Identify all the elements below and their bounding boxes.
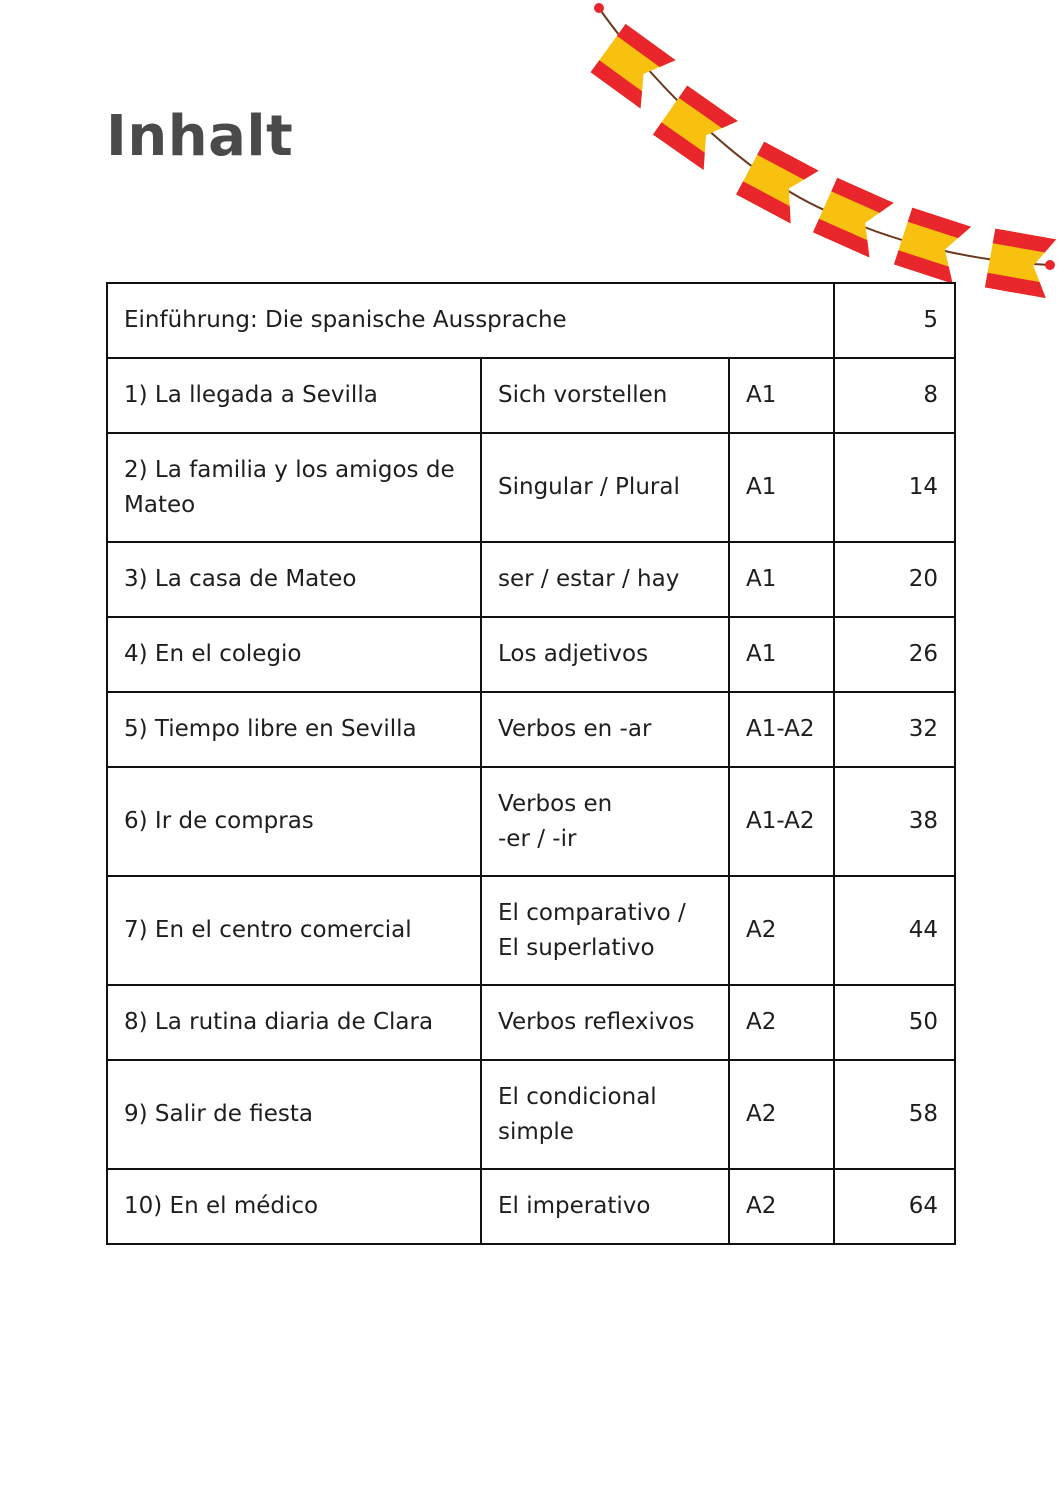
pennant-flag	[894, 207, 972, 283]
page-number: 64	[834, 1169, 955, 1244]
table-row	[107, 617, 955, 692]
pennant-flag	[590, 24, 675, 109]
level-badge: A1	[729, 542, 834, 617]
intro-label: Einführung: Die spanische Aussprache	[107, 283, 834, 358]
grammar-topic: Verbos en -ar	[481, 692, 729, 767]
table-row	[107, 1060, 955, 1169]
level-badge: A1	[729, 433, 834, 542]
grammar-topic-line: El superlativo	[498, 934, 655, 961]
chapter-title: 9) Salir de fiesta	[107, 1060, 481, 1169]
page-number: 44	[834, 876, 955, 985]
level-badge: A1	[729, 617, 834, 692]
table-row	[107, 692, 955, 767]
grammar-topic: Sich vorstellen	[481, 358, 729, 433]
grammar-topic-line: El comparativo /	[498, 899, 686, 926]
grammar-topic: Los adjetivos	[481, 617, 729, 692]
level-badge: A2	[729, 876, 834, 985]
chapter-title-line: 2) La familia y los amigos de	[124, 456, 455, 483]
grammar-topic-line: simple	[498, 1118, 574, 1145]
grammar-topic	[481, 767, 729, 876]
level-badge: A2	[729, 1060, 834, 1169]
chapter-title: 3) La casa de Mateo	[107, 542, 481, 617]
page-number: 26	[834, 617, 955, 692]
table-row	[107, 985, 955, 1060]
grammar-topic: El imperativo	[481, 1169, 729, 1244]
table-row	[107, 1169, 955, 1244]
grammar-topic: Verbos reflexivos	[481, 985, 729, 1060]
bunting-knot-left	[594, 3, 604, 13]
table-of-contents	[106, 282, 956, 1245]
page-title: Inhalt	[106, 104, 294, 169]
level-badge: A1-A2	[729, 692, 834, 767]
level-badge: A1	[729, 358, 834, 433]
page-number: 32	[834, 692, 955, 767]
chapter-title: 1) La llegada a Sevilla	[107, 358, 481, 433]
grammar-topic-line: Verbos en	[498, 790, 613, 817]
chapter-title	[107, 433, 481, 542]
pennant-flag	[653, 85, 738, 170]
grammar-topic: Singular / Plural	[481, 433, 729, 542]
chapter-title: 5) Tiempo libre en Sevilla	[107, 692, 481, 767]
pennant-flag	[736, 142, 819, 224]
page-number: 50	[834, 985, 955, 1060]
grammar-topic: ser / estar / hay	[481, 542, 729, 617]
chapter-title: 10) En el médico	[107, 1169, 481, 1244]
table-row	[107, 767, 955, 876]
page-number: 58	[834, 1060, 955, 1169]
bunting-knot-right	[1045, 260, 1055, 270]
chapter-title: 7) En el centro comercial	[107, 876, 481, 985]
grammar-topic-line: -er / -ir	[498, 825, 577, 852]
page-number: 20	[834, 542, 955, 617]
level-badge: A2	[729, 985, 834, 1060]
grammar-topic	[481, 876, 729, 985]
table-row	[107, 433, 955, 542]
chapter-title: 6) Ir de compras	[107, 767, 481, 876]
table-row	[107, 876, 955, 985]
level-badge: A1-A2	[729, 767, 834, 876]
page-number: 38	[834, 767, 955, 876]
chapter-title: 4) En el colegio	[107, 617, 481, 692]
spanish-flag-bunting	[560, 0, 1060, 330]
chapter-title-line: Mateo	[124, 491, 196, 518]
page-number: 14	[834, 433, 955, 542]
page-number: 8	[834, 358, 955, 433]
table-row	[107, 358, 955, 433]
grammar-topic-line: El condicional	[498, 1083, 657, 1110]
toc-intro-row	[107, 283, 955, 358]
chapter-title: 8) La rutina diaria de Clara	[107, 985, 481, 1060]
table-row	[107, 542, 955, 617]
pennant-flag	[813, 178, 894, 258]
page-number: 5	[834, 283, 955, 358]
grammar-topic	[481, 1060, 729, 1169]
level-badge: A2	[729, 1169, 834, 1244]
